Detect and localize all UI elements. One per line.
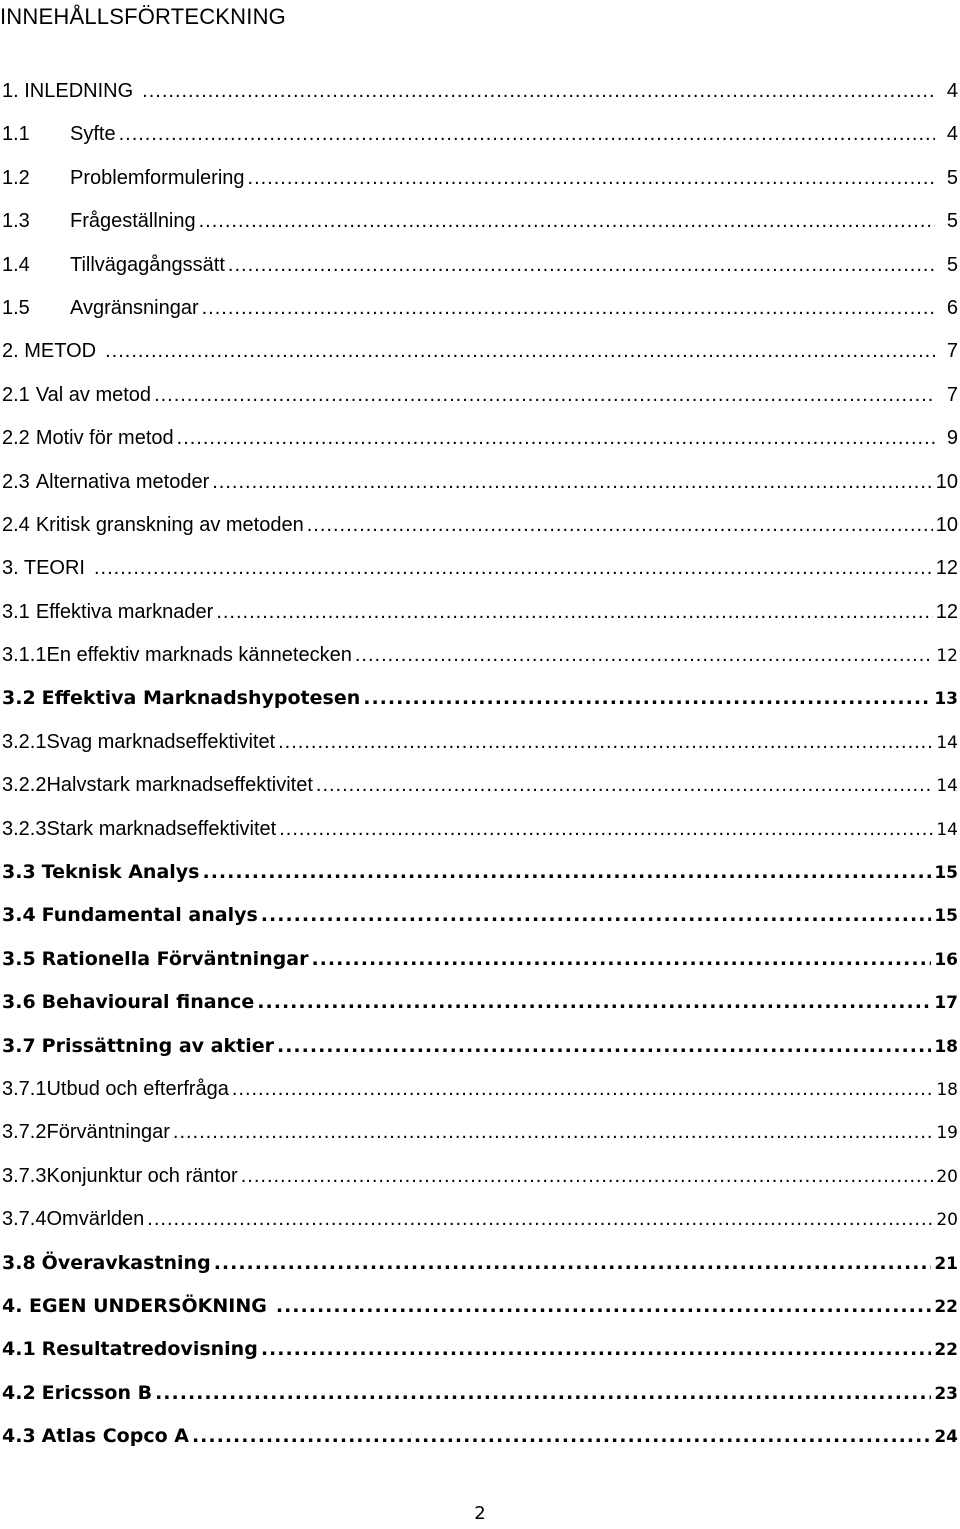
dot-leader [279,812,933,846]
toc-entry[interactable] [0,1202,960,1245]
toc-entry[interactable] [0,551,960,594]
toc-entry-page: 17 [934,993,958,1014]
toc-entry-label: Motiv för metod [35,427,174,450]
toc-entry-page: 13 [934,689,958,710]
dot-leader [142,74,935,108]
toc-entry-number: 4.2 [2,1381,36,1404]
toc-entry-page: 4 [946,123,958,146]
toc-entry-number: 3.7.1 [2,1077,47,1100]
toc-entry[interactable] [0,204,960,247]
dot-leader [147,1202,933,1236]
toc-entry-number: 1.1 [2,123,30,146]
dot-leader [276,1289,931,1323]
toc-entry[interactable] [0,465,960,508]
toc-entry-page: 12 [935,557,958,580]
dot-leader [177,421,935,455]
toc-entry[interactable] [0,1376,960,1419]
toc-entry[interactable] [0,855,960,898]
table-of-contents [0,74,960,1463]
dot-leader [278,725,933,759]
toc-entry-number: 3.5 [2,947,36,970]
toc-entry-number: 1.3 [2,210,30,233]
toc-entry[interactable] [0,985,960,1028]
toc-entry-page: 14 [936,732,958,753]
dot-leader [202,291,935,325]
toc-entry-label: Fundamental analys [41,904,258,927]
dot-leader [154,378,935,412]
toc-entry-page: 14 [936,819,958,840]
toc-entry-page: 14 [936,776,958,797]
toc-entry[interactable] [0,1289,960,1332]
toc-entry-label: Val av metod [35,383,152,406]
toc-entry-page: 12 [935,600,958,623]
toc-entry-page: 10 [935,470,958,493]
dot-leader [232,1072,934,1106]
toc-entry-number: 2. METOD [2,340,97,363]
toc-entry-page: 5 [946,253,958,276]
toc-entry-label: Tillvägagångssätt [70,253,225,276]
toc-entry[interactable] [0,1072,960,1115]
toc-entry-label: Syfte [70,123,116,146]
toc-entry-label: Utbud och efterfråga [46,1077,229,1100]
toc-entry[interactable] [0,595,960,638]
toc-entry-label: Kritisk granskning av metoden [35,513,304,536]
toc-entry[interactable] [0,638,960,681]
toc-entry-number: 3.7.2 [2,1121,47,1144]
toc-entry-number: 4. EGEN UNDERSÖKNING [2,1294,267,1317]
toc-entry-page: 22 [934,1296,958,1317]
toc-entry[interactable] [0,117,960,160]
toc-entry-number: 2.1 [2,383,30,406]
toc-entry-page: 24 [934,1427,958,1448]
toc-entry-page: 18 [936,1079,958,1100]
dot-leader [94,551,933,585]
toc-entry-page: 15 [934,863,958,884]
toc-entry[interactable] [0,1419,960,1462]
toc-entry-page: 12 [936,646,958,667]
toc-entry-number: 2.4 [2,513,30,536]
toc-entry-page: 16 [934,949,958,970]
toc-entry-label: Omvärlden [46,1208,145,1231]
toc-entry-number: 2.3 [2,470,30,493]
toc-entry-number: 4.3 [2,1425,36,1448]
toc-entry[interactable] [0,421,960,464]
toc-entry-number: 3.1.1 [2,644,47,667]
toc-entry-number: 3.2.1 [2,730,47,753]
toc-entry-number: 3.7 [2,1034,36,1057]
dot-leader [248,161,935,195]
toc-entry[interactable] [0,942,960,985]
toc-entry[interactable] [0,1332,960,1375]
toc-entry-number: 3.8 [2,1251,36,1274]
dot-leader [355,638,934,672]
toc-entry-page: 6 [946,296,958,319]
toc-entry-label: Teknisk Analys [41,861,200,884]
toc-entry-label: Avgränsningar [70,296,199,319]
toc-entry-page: 22 [934,1340,958,1361]
toc-entry-number: 4.1 [2,1338,36,1361]
toc-entry-number: 3.7.4 [2,1208,47,1231]
dot-leader [261,898,932,932]
toc-entry-label: Konjunktur och räntor [46,1164,238,1187]
toc-entry-label: Problemformulering [70,166,245,189]
toc-entry-label: Alternativa metoder [35,470,210,493]
toc-entry-number: 3.4 [2,904,36,927]
toc-entry-label: Ericsson B [41,1381,153,1404]
toc-entry-page: 7 [946,340,958,363]
dot-leader [173,1115,933,1149]
dot-leader [257,985,931,1019]
toc-entry[interactable] [0,898,960,941]
toc-entry-label: Svag marknadseffektivitet [46,730,276,753]
toc-entry-page: 9 [946,427,958,450]
toc-entry[interactable] [0,681,960,724]
toc-entry-label: Prissättning av aktier [41,1034,274,1057]
toc-entry-page: 19 [936,1123,958,1144]
toc-entry-number: 1.2 [2,166,30,189]
toc-entry[interactable] [0,725,960,768]
toc-entry-number: 1.4 [2,253,30,276]
dot-leader [203,855,932,889]
toc-entry-page: 18 [934,1036,958,1057]
toc-entry-number: 3.7.3 [2,1164,47,1187]
toc-entry-label: Behavioural finance [41,991,255,1014]
toc-heading: INNEHÅLLSFÖRTECKNING [0,4,286,29]
toc-entry-number: 3. TEORI [2,557,85,580]
toc-entry[interactable] [0,1159,960,1202]
toc-entry-label: Förväntningar [46,1121,170,1144]
toc-entry-page: 10 [935,513,958,536]
toc-entry-number: 3.1 [2,600,30,623]
toc-entry-label: Effektiva marknader [35,600,214,623]
dot-leader [228,248,935,282]
toc-entry-label: Överavkastning [41,1251,211,1274]
toc-entry[interactable] [0,334,960,377]
toc-entry-page: 23 [934,1383,958,1404]
toc-entry-number: 3.6 [2,991,36,1014]
toc-entry-label: Resultatredovisning [41,1338,258,1361]
toc-entry-page: 20 [936,1166,958,1187]
page-number: 2 [474,1503,486,1524]
toc-entry-page: 7 [946,383,958,406]
toc-entry-label: Halvstark marknadseffektivitet [46,774,313,797]
toc-entry[interactable] [0,291,960,334]
dot-leader [261,1332,932,1366]
dot-leader [307,508,933,542]
toc-entry-number: 3.2 [2,687,36,710]
toc-entry-number: 3.3 [2,861,36,884]
dot-leader [216,595,932,629]
toc-entry[interactable] [0,248,960,291]
toc-entry-label: Stark marknadseffektivitet [46,817,277,840]
toc-entry-number: 3.2.3 [2,817,47,840]
toc-entry-number: 3.2.2 [2,774,47,797]
toc-entry[interactable] [0,508,960,551]
toc-entry-number: 1.5 [2,296,30,319]
dot-leader [363,681,931,715]
toc-entry-label: Effektiva Marknadshypotesen [41,687,361,710]
toc-entry-page: 5 [946,210,958,233]
dot-leader [214,1246,932,1280]
toc-entry-page: 4 [946,80,958,102]
toc-entry[interactable] [0,1029,960,1072]
toc-entry-label: Atlas Copco A [41,1425,189,1448]
toc-entry[interactable] [0,1115,960,1158]
dot-leader [316,768,933,802]
dot-leader [241,1159,934,1193]
dot-leader [311,942,931,976]
dot-leader [212,465,933,499]
toc-entry[interactable] [0,768,960,811]
toc-entry-page: 20 [936,1210,958,1231]
dot-leader [119,117,935,151]
toc-entry-label: Rationella Förväntningar [41,947,309,970]
toc-entry-label: En effektiv marknads kännetecken [46,644,352,667]
toc-entry-page: 15 [934,906,958,927]
toc-entry-number: 1. INLEDNING [2,80,134,102]
toc-entry-number: 2.2 [2,427,30,450]
toc-entry-label: Frågeställning [70,210,196,233]
toc-entry[interactable] [0,161,960,204]
dot-leader [105,334,935,368]
dot-leader [192,1419,931,1453]
toc-entry[interactable] [0,378,960,421]
dot-leader [277,1029,931,1063]
toc-entry[interactable] [0,812,960,855]
dot-leader [155,1376,931,1410]
toc-entry-page: 21 [934,1253,958,1274]
toc-entry[interactable] [0,74,960,117]
toc-entry[interactable] [0,1246,960,1289]
toc-entry-page: 5 [946,166,958,189]
dot-leader [199,204,935,238]
